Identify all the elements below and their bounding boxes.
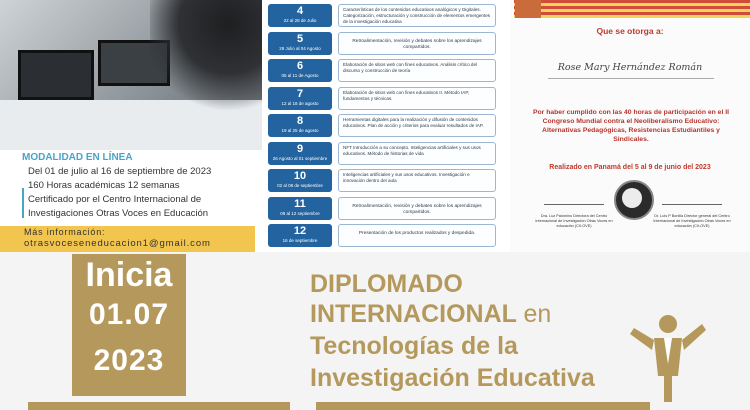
title-line-2 — [310, 300, 551, 328]
week-dates: 02 al 08 de septiembre — [277, 183, 323, 188]
week-activity: Retroalimentación, revisión y debates sobre los aprendizajes compartidos. — [338, 32, 496, 55]
cert-date: Realizado en Panamá del 5 al 9 de junio del 2023 — [549, 164, 711, 171]
inicia-label: Inicia — [85, 256, 173, 294]
info-line: Del 01 de julio al 16 de septiembre de 2023 — [28, 166, 212, 177]
week-badge — [268, 4, 332, 27]
modalidad-label: MODALIDAD EN LÍNEA — [22, 152, 133, 163]
week-dates: 19 al 25 de agosto — [281, 128, 319, 133]
signer-left: Dra. Luz Palomino Directora del Centro Internacional de Investigación Otras Voces en educación (CII-OVE) — [535, 214, 613, 228]
title-line-3: Tecnologías de la — [310, 332, 518, 360]
title-line-4: Investigación Educativa — [310, 364, 595, 392]
week-dates: 05 al 11 de Agosto — [281, 73, 319, 78]
flag-stripes — [514, 0, 750, 18]
signer-right: Dr. Luis P Bonilla Director general del Centro Internacional de Investigación Otras Voces en educación (CII-OVE) — [653, 214, 731, 228]
laptop-icon — [18, 50, 94, 100]
week-number: 5 — [296, 32, 304, 45]
week-number: 4 — [296, 5, 304, 17]
week-badge — [268, 197, 332, 220]
name-underline — [548, 78, 714, 79]
fist-emblem-icon — [515, 0, 541, 18]
week-activity: Elaboración de sitios web con fines educativos. Análisis crítico del discurso y construcción de teoría — [338, 59, 496, 82]
seal-center — [622, 188, 642, 208]
cert-body-text: Por haber cumplido con las 40 horas de participación en el II Congreso Mundial contra el Neoliberalismo Educativo: Alternativas Pedagógicas, Resistencias Estudiantiles y Sindicales. — [532, 109, 730, 143]
week-badge — [268, 169, 332, 192]
workspace-photo — [0, 0, 262, 150]
start-year: 2023 — [93, 344, 165, 377]
week-badge — [268, 32, 332, 55]
week-number: 7 — [296, 87, 304, 100]
cert-recipient-name: Rose Mary Hernández Román — [557, 62, 703, 73]
week-dates: 16 de septiembre — [282, 238, 318, 243]
week-badge — [268, 114, 332, 137]
week-badge — [268, 224, 332, 247]
week-activity: NFT Introducción a su concepto. Inteligencias artificiales y sus usos educativos. Método de historias de vida — [338, 142, 496, 165]
week-activity: Elaboración de sitios web con fines educativos II. Método IAP, fundamentos y técnicas. — [338, 87, 496, 110]
week-number: 6 — [296, 60, 304, 72]
week-badge — [268, 87, 332, 110]
week-number: 8 — [296, 115, 304, 127]
week-number: 11 — [294, 197, 306, 210]
week-dates: 22 al 28 de Julio — [283, 18, 317, 23]
contact-label: Más información: — [24, 227, 106, 237]
signature-left — [544, 180, 604, 205]
title-internacional: INTERNACIONAL — [310, 300, 517, 328]
week-dates: 09 al 12 septiembre — [280, 210, 320, 216]
info-accent-bar — [22, 188, 24, 218]
week-badge — [268, 142, 332, 165]
week-number: 10 — [293, 170, 307, 182]
week-dates: 29 Julio al 04 Agosto — [279, 45, 321, 51]
info-line: 160 Horas académicas 12 semanas — [28, 180, 180, 191]
week-badge — [268, 59, 332, 82]
cert-granted-to: Que se otorga a: — [596, 26, 664, 36]
week-activity: Herramientas digitales para la realización y difusión de contenidos educativos. Plan de acción y criterios para evaluar resultados de IAP. — [338, 114, 496, 137]
week-number: 9 — [296, 142, 304, 155]
person-silhouette — [150, 0, 262, 120]
title-line-1: DIPLOMADO — [310, 270, 463, 298]
week-dates: 12 al 18 de agosto — [281, 100, 319, 106]
signature-right — [662, 180, 722, 205]
contact-email-link[interactable]: otrasvoceseneducacion1@gmail.com — [24, 238, 211, 249]
week-activity: Características de los contenidos educativos analógicos y Digitales. Categorización, estructuración y construcción de elementos emergentes de la investigación educativa — [338, 4, 496, 27]
week-dates: 26 Agosto al 01 septiembre — [272, 155, 328, 161]
info-line: Certificado por el Centro Internacional de — [28, 194, 202, 205]
bottom-bar-right — [316, 402, 650, 410]
conductor-icon — [628, 312, 710, 404]
week-activity: Inteligencias artificiales y sus usos educativos. Investigación e innovación dentro del aula — [338, 169, 496, 192]
start-date: 01.07 — [88, 298, 170, 331]
title-en: en — [523, 300, 552, 328]
week-number: 12 — [293, 225, 307, 237]
bottom-bar-left — [28, 402, 290, 410]
week-activity: Presentación de los productos realizados y despedida. — [338, 224, 496, 247]
week-activity: Retroalimentación, revisión y debates sobre los aprendizajes compartidos. — [338, 197, 496, 220]
info-line: Investigaciones Otras Voces en Educación — [28, 208, 209, 219]
